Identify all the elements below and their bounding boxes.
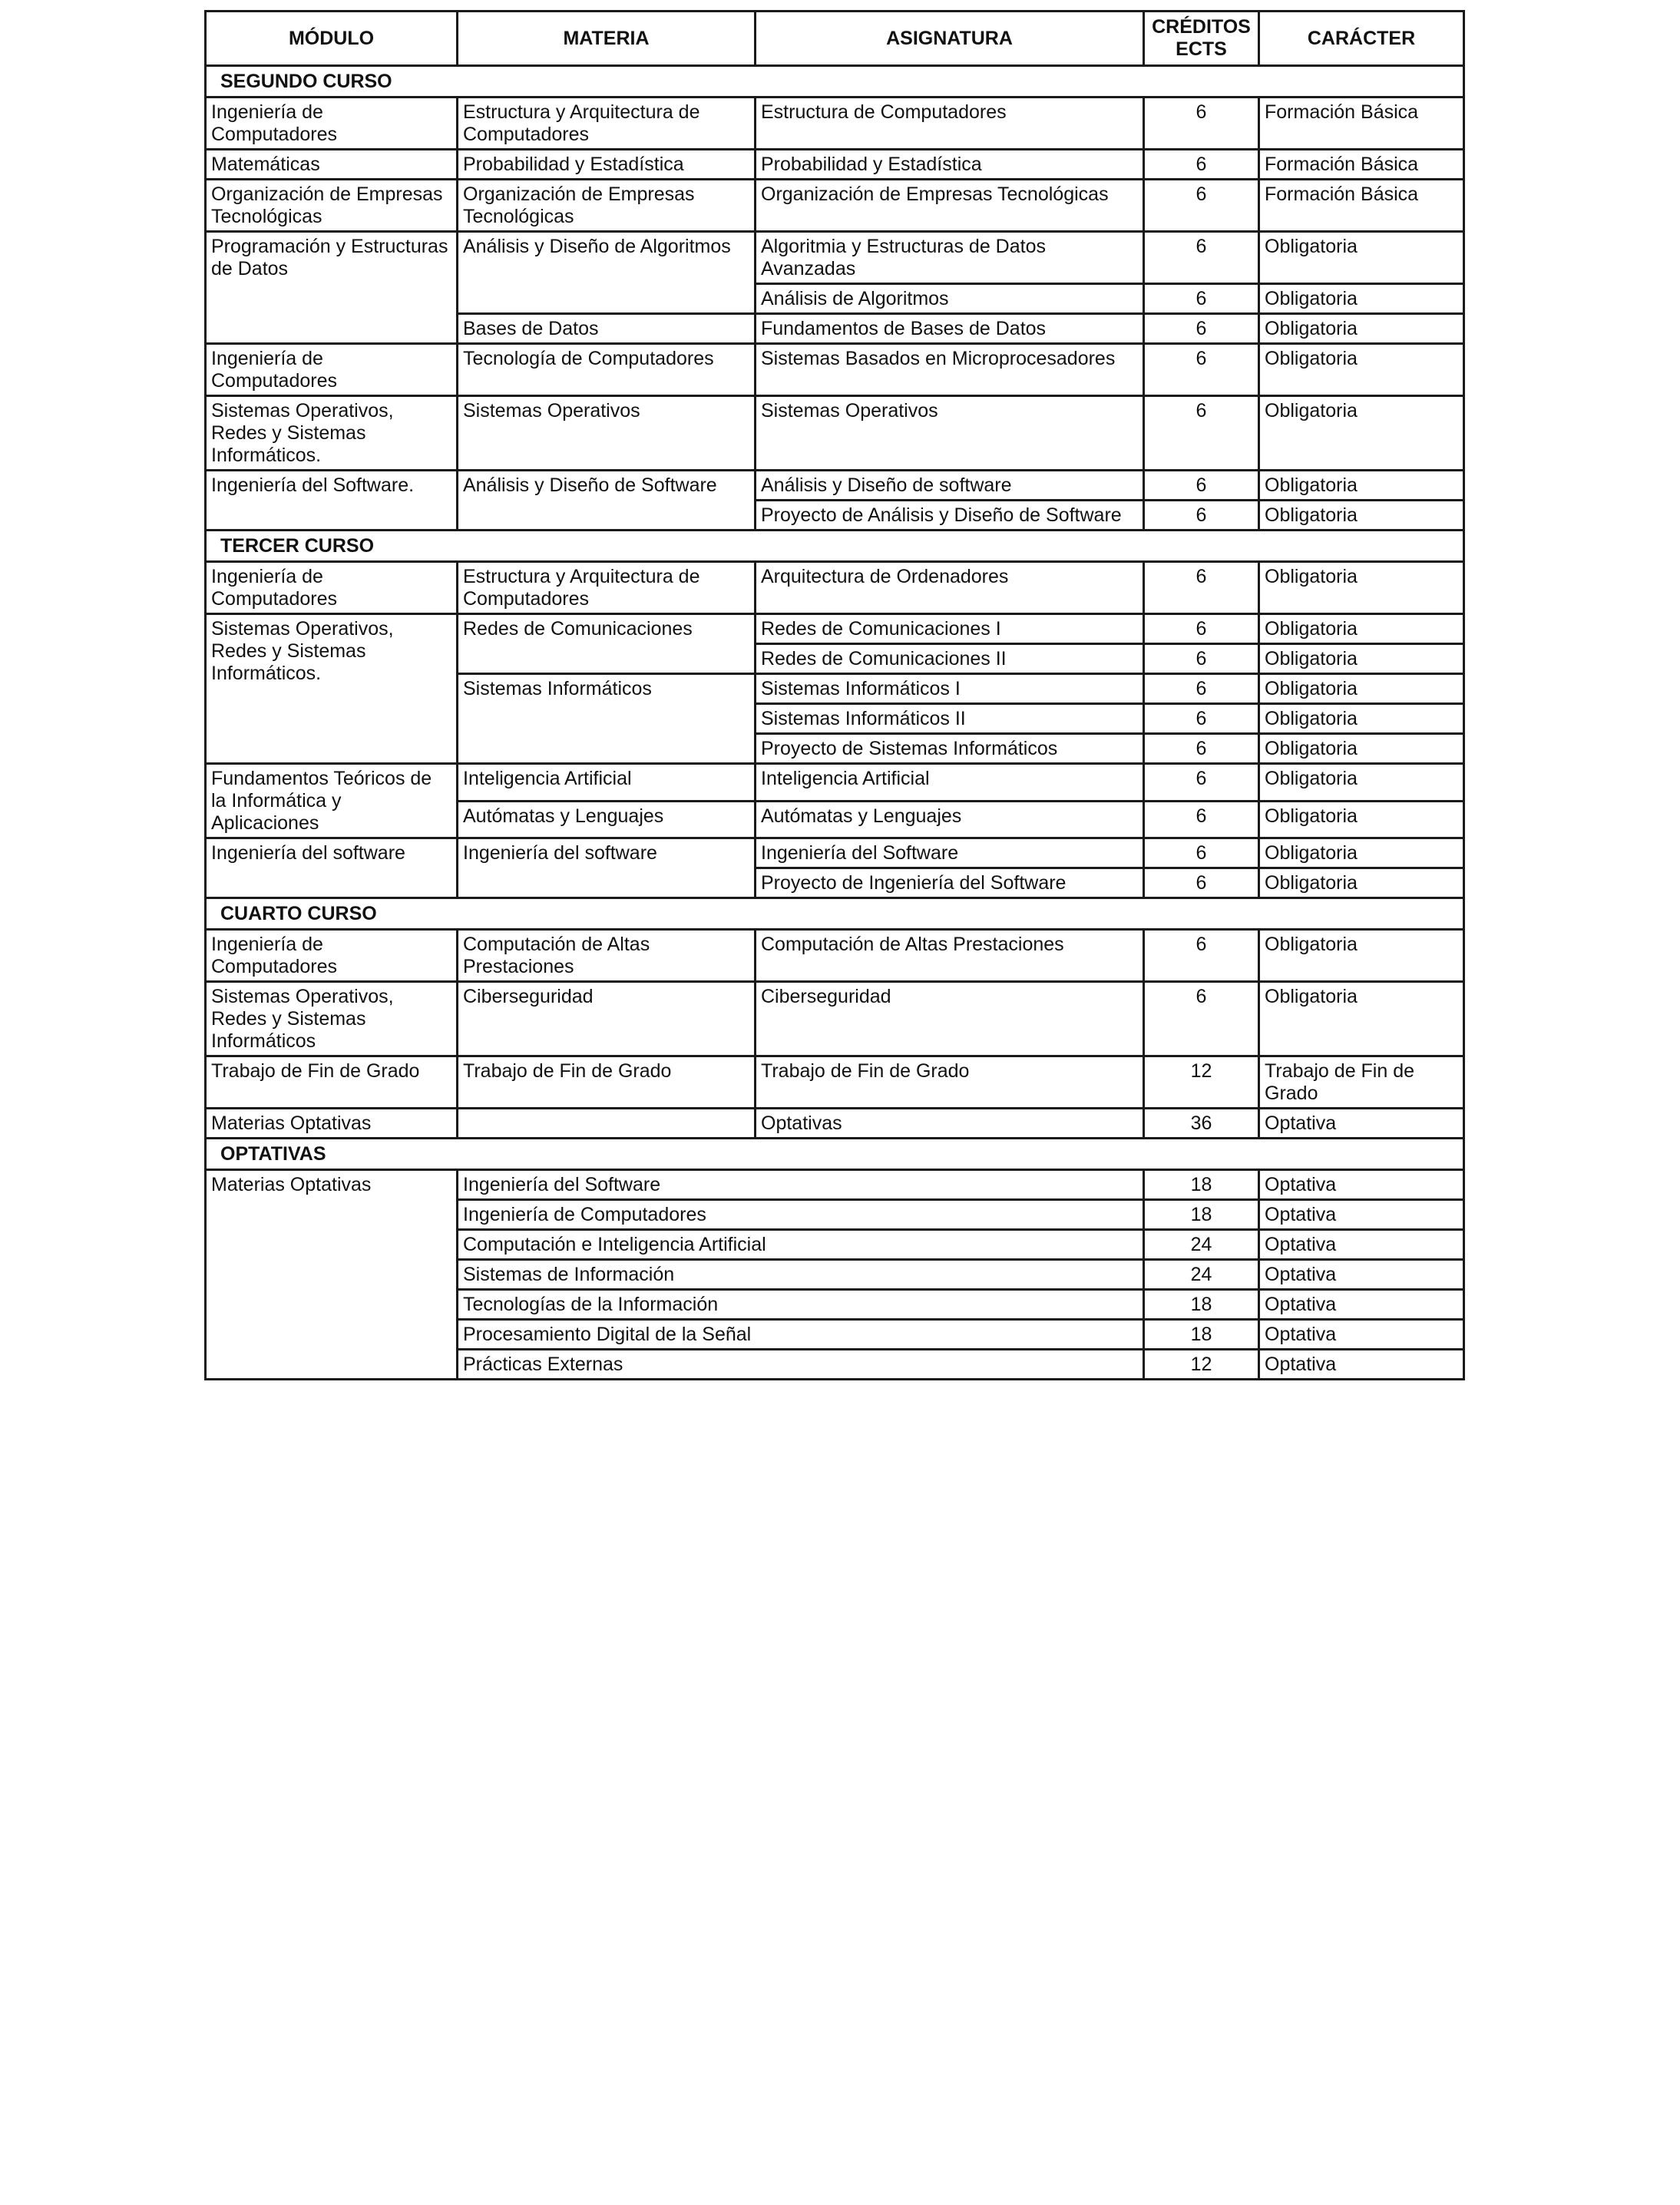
cell-creditos: 6 [1144,232,1259,284]
cell-modulo: Ingeniería del software [206,838,458,898]
header-row [206,12,1464,66]
table-row [206,982,1464,1056]
cell-asignatura: Análisis y Diseño de software [756,471,1144,501]
section-title-cuarto: CUARTO CURSO [206,898,1464,930]
cell-materia: Computación e Inteligencia Artificial [458,1230,1144,1260]
cell-caracter: Obligatoria [1259,838,1464,868]
cell-creditos: 6 [1144,734,1259,764]
cell-creditos: 6 [1144,614,1259,644]
cell-caracter: Obligatoria [1259,562,1464,614]
cell-modulo: Fundamentos Teóricos de la Informática y Aplicaciones [206,764,458,838]
cell-modulo: Ingeniería de Computadores [206,562,458,614]
cell-materia: Ingeniería del Software [458,1170,1144,1200]
cell-modulo: Ingeniería de Computadores [206,98,458,150]
cell-creditos: 6 [1144,930,1259,982]
cell-creditos: 6 [1144,501,1259,531]
cell-modulo: Ingeniería de Computadores [206,344,458,396]
cell-materia: Estructura y Arquitectura de Computadores [458,562,756,614]
cell-caracter: Optativa [1259,1230,1464,1260]
cell-asignatura: Ciberseguridad [756,982,1144,1056]
cell-modulo: Ingeniería del Software. [206,471,458,531]
header-asignatura: ASIGNATURA [756,12,1144,66]
table-row [206,232,1464,284]
cell-asignatura: Ingeniería del Software [756,838,1144,868]
cell-creditos: 18 [1144,1170,1259,1200]
cell-caracter: Optativa [1259,1109,1464,1139]
cell-creditos: 6 [1144,868,1259,898]
cell-creditos: 6 [1144,284,1259,314]
cell-asignatura: Arquitectura de Ordenadores [756,562,1144,614]
cell-asignatura: Fundamentos de Bases de Datos [756,314,1144,344]
cell-asignatura: Trabajo de Fin de Grado [756,1056,1144,1109]
cell-creditos: 36 [1144,1109,1259,1139]
header-modulo: MÓDULO [206,12,458,66]
cell-modulo: Sistemas Operativos, Redes y Sistemas Informáticos [206,982,458,1056]
cell-caracter: Obligatoria [1259,982,1464,1056]
cell-caracter: Trabajo de Fin de Grado [1259,1056,1464,1109]
cell-creditos: 6 [1144,982,1259,1056]
cell-caracter: Optativa [1259,1170,1464,1200]
header-caracter: CARÁCTER [1259,12,1464,66]
cell-creditos: 6 [1144,838,1259,868]
section-row [206,531,1464,562]
table-row [206,396,1464,471]
section-title-tercero: TERCER CURSO [206,531,1464,562]
cell-creditos: 24 [1144,1230,1259,1260]
cell-materia: Estructura y Arquitectura de Computadores [458,98,756,150]
cell-caracter: Formación Básica [1259,98,1464,150]
cell-asignatura: Redes de Comunicaciones I [756,614,1144,644]
cell-creditos: 12 [1144,1056,1259,1109]
section-title-optativas: OPTATIVAS [206,1139,1464,1170]
table-row [206,1056,1464,1109]
cell-modulo: Sistemas Operativos, Redes y Sistemas Informáticos. [206,614,458,764]
cell-creditos: 24 [1144,1260,1259,1290]
cell-asignatura: Sistemas Operativos [756,396,1144,471]
cell-creditos: 12 [1144,1350,1259,1380]
cell-creditos: 6 [1144,98,1259,150]
cell-creditos: 6 [1144,704,1259,734]
cell-asignatura: Análisis de Algoritmos [756,284,1144,314]
cell-caracter: Optativa [1259,1290,1464,1320]
cell-materia: Sistemas de Información [458,1260,1144,1290]
cell-materia: Prácticas Externas [458,1350,1144,1380]
cell-materia: Inteligencia Artificial [458,764,756,802]
cell-caracter: Obligatoria [1259,284,1464,314]
cell-caracter: Obligatoria [1259,734,1464,764]
cell-materia: Probabilidad y Estadística [458,150,756,180]
cell-caracter: Obligatoria [1259,232,1464,284]
section-title-segundo: SEGUNDO CURSO [206,66,1464,98]
table-row [206,764,1464,802]
cell-materia: Bases de Datos [458,314,756,344]
cell-materia: Tecnologías de la Información [458,1290,1144,1320]
table-row [206,930,1464,982]
cell-modulo: Programación y Estructuras de Datos [206,232,458,344]
header-creditos-line2: ECTS [1176,38,1227,60]
cell-materia: Análisis y Diseño de Software [458,471,756,531]
cell-creditos: 6 [1144,180,1259,232]
cell-materia: Análisis y Diseño de Algoritmos [458,232,756,314]
cell-asignatura: Redes de Comunicaciones II [756,644,1144,674]
cell-materia [458,1109,756,1139]
cell-materia: Sistemas Informáticos [458,674,756,764]
cell-asignatura: Sistemas Informáticos I [756,674,1144,704]
table-row [206,98,1464,150]
cell-creditos: 6 [1144,562,1259,614]
cell-materia: Ingeniería de Computadores [458,1200,1144,1230]
cell-materia: Procesamiento Digital de la Señal [458,1320,1144,1350]
cell-asignatura: Sistemas Basados en Microprocesadores [756,344,1144,396]
cell-materia: Trabajo de Fin de Grado [458,1056,756,1109]
table-row [206,562,1464,614]
table-row [206,1170,1464,1200]
cell-creditos: 6 [1144,150,1259,180]
cell-caracter: Obligatoria [1259,674,1464,704]
cell-caracter: Obligatoria [1259,644,1464,674]
cell-caracter: Obligatoria [1259,930,1464,982]
cell-asignatura: Computación de Altas Prestaciones [756,930,1144,982]
cell-caracter: Optativa [1259,1200,1464,1230]
cell-creditos: 6 [1144,801,1259,838]
cell-caracter: Optativa [1259,1350,1464,1380]
cell-caracter: Obligatoria [1259,314,1464,344]
cell-asignatura: Estructura de Computadores [756,98,1144,150]
cell-materia: Redes de Comunicaciones [458,614,756,674]
table-row [206,614,1464,644]
cell-modulo: Materias Optativas [206,1170,458,1380]
cell-asignatura: Autómatas y Lenguajes [756,801,1144,838]
header-creditos-line1: CRÉDITOS [1152,16,1251,38]
cell-asignatura: Proyecto de Sistemas Informáticos [756,734,1144,764]
cell-creditos: 6 [1144,644,1259,674]
cell-materia: Ingeniería del software [458,838,756,898]
cell-materia: Organización de Empresas Tecnológicas [458,180,756,232]
cell-caracter: Obligatoria [1259,396,1464,471]
header-materia: MATERIA [458,12,756,66]
cell-creditos: 6 [1144,396,1259,471]
cell-creditos: 6 [1144,471,1259,501]
cell-asignatura: Sistemas Informáticos II [756,704,1144,734]
cell-caracter: Formación Básica [1259,180,1464,232]
table-row [206,344,1464,396]
header-creditos [1144,12,1259,66]
cell-creditos: 18 [1144,1200,1259,1230]
cell-caracter: Obligatoria [1259,471,1464,501]
cell-materia: Computación de Altas Prestaciones [458,930,756,982]
cell-modulo: Trabajo de Fin de Grado [206,1056,458,1109]
cell-creditos: 18 [1144,1290,1259,1320]
cell-asignatura: Organización de Empresas Tecnológicas [756,180,1144,232]
cell-creditos: 18 [1144,1320,1259,1350]
cell-materia: Autómatas y Lenguajes [458,801,756,838]
cell-asignatura: Algoritmia y Estructuras de Datos Avanzadas [756,232,1144,284]
cell-modulo: Sistemas Operativos, Redes y Sistemas Informáticos. [206,396,458,471]
cell-modulo: Matemáticas [206,150,458,180]
cell-caracter: Obligatoria [1259,501,1464,531]
cell-asignatura: Inteligencia Artificial [756,764,1144,802]
cell-modulo: Materias Optativas [206,1109,458,1139]
table-row [206,180,1464,232]
cell-asignatura: Proyecto de Análisis y Diseño de Software [756,501,1144,531]
table-row [206,150,1464,180]
section-row [206,1139,1464,1170]
cell-creditos: 6 [1144,314,1259,344]
section-row [206,898,1464,930]
cell-caracter: Obligatoria [1259,764,1464,802]
cell-caracter: Optativa [1259,1260,1464,1290]
cell-caracter: Obligatoria [1259,801,1464,838]
cell-materia: Tecnología de Computadores [458,344,756,396]
table-row [206,838,1464,868]
section-row [206,66,1464,98]
cell-creditos: 6 [1144,674,1259,704]
cell-caracter: Formación Básica [1259,150,1464,180]
curriculum-table [204,10,1465,1380]
cell-materia: Sistemas Operativos [458,396,756,471]
cell-asignatura: Optativas [756,1109,1144,1139]
cell-caracter: Obligatoria [1259,868,1464,898]
cell-asignatura: Proyecto de Ingeniería del Software [756,868,1144,898]
cell-creditos: 6 [1144,344,1259,396]
cell-caracter: Obligatoria [1259,344,1464,396]
cell-materia: Ciberseguridad [458,982,756,1056]
cell-caracter: Obligatoria [1259,704,1464,734]
cell-caracter: Obligatoria [1259,614,1464,644]
cell-creditos: 6 [1144,764,1259,802]
table-row [206,471,1464,501]
table-row [206,1109,1464,1139]
cell-modulo: Organización de Empresas Tecnológicas [206,180,458,232]
cell-asignatura: Probabilidad y Estadística [756,150,1144,180]
cell-caracter: Optativa [1259,1320,1464,1350]
cell-modulo: Ingeniería de Computadores [206,930,458,982]
